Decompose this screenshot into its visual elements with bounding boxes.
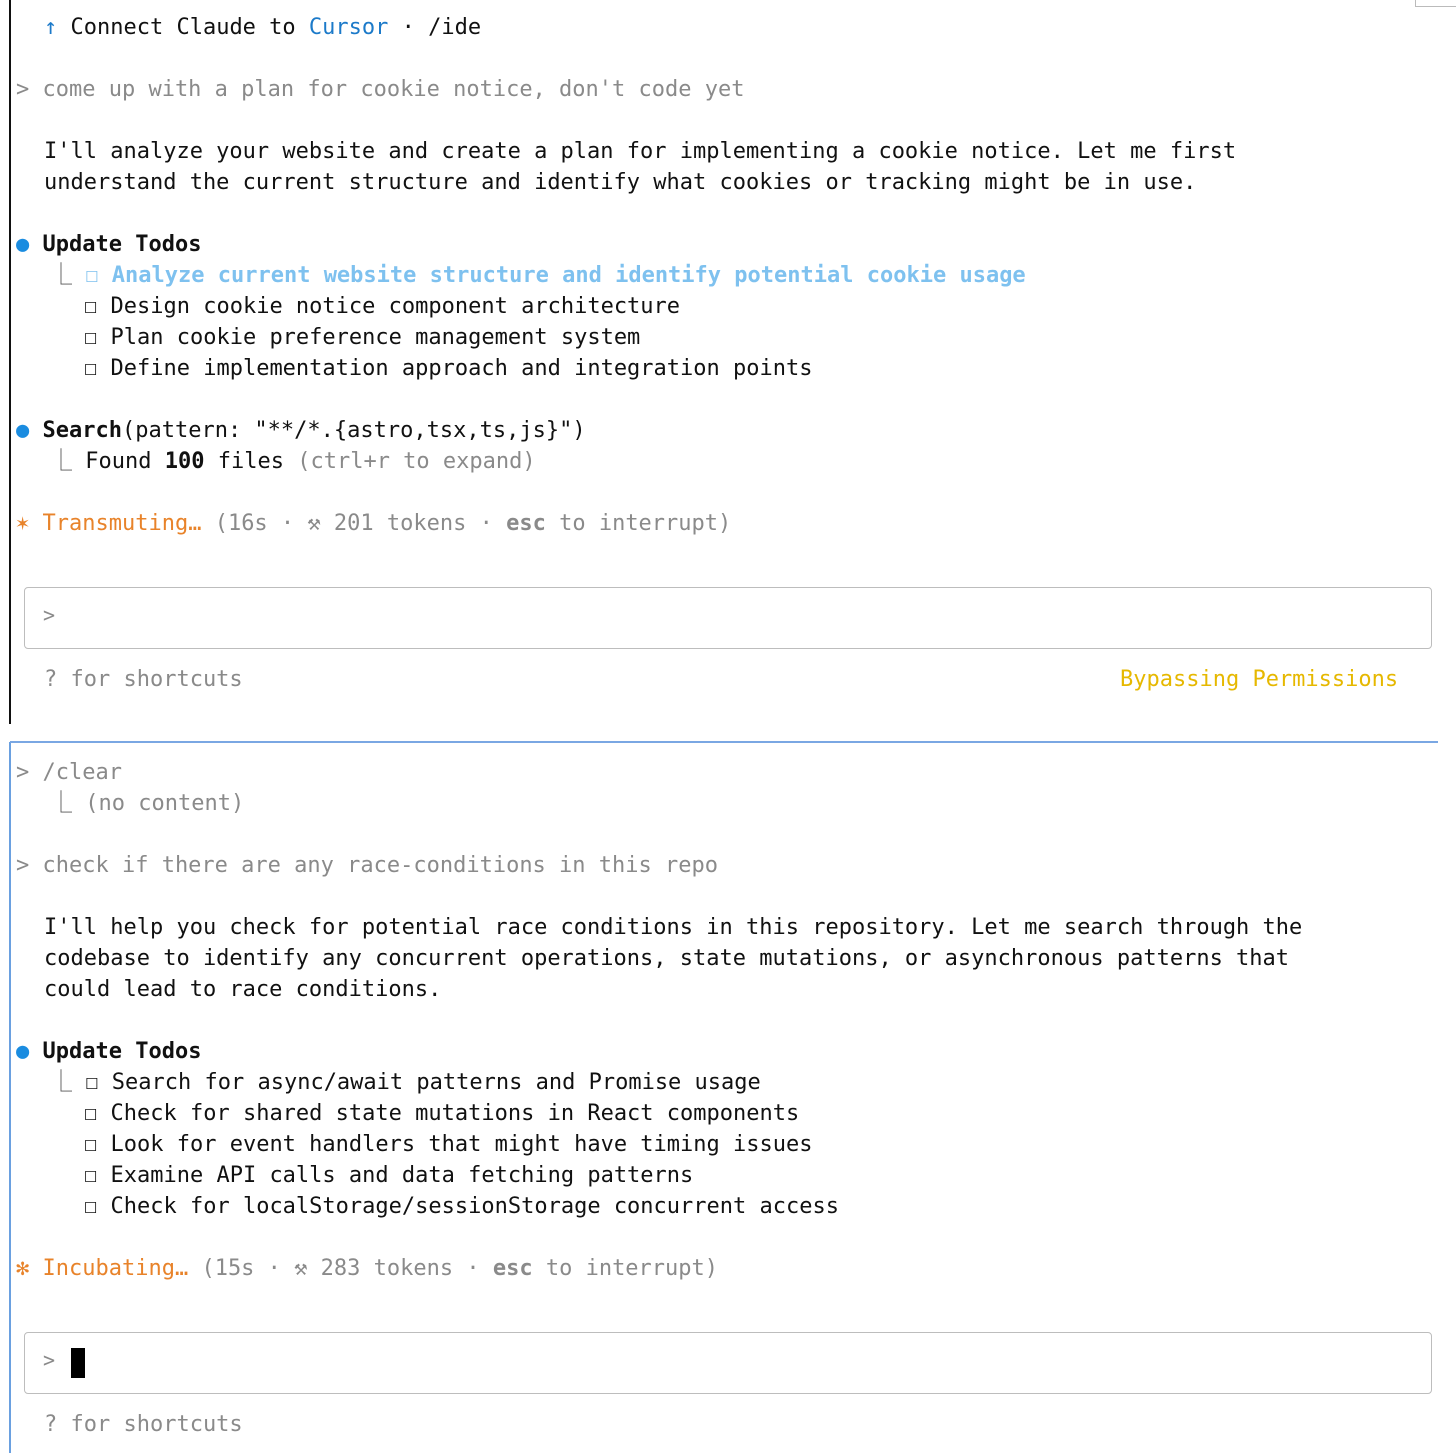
tree-branch-icon: ⎿ bbox=[50, 1070, 73, 1095]
spinner-icon: ✻ bbox=[16, 1256, 30, 1281]
prompt-input-box[interactable] bbox=[24, 1332, 1432, 1394]
todo-label: Plan cookie preference management system bbox=[110, 325, 641, 350]
assistant-response-line: understand the current structure and identify what cookies or tracking might be in use. bbox=[44, 170, 1197, 195]
todo-label: Check for shared state mutations in React components bbox=[110, 1101, 800, 1126]
expand-hint: (ctrl+r to expand) bbox=[297, 449, 536, 474]
todo-item bbox=[50, 1067, 761, 1098]
todo-label: Design cookie notice component architecture bbox=[110, 294, 681, 319]
tree-branch-icon: ⎿ bbox=[50, 263, 73, 288]
checkbox-icon: ☐ bbox=[84, 294, 98, 319]
spinner-icon: ✶ bbox=[16, 511, 30, 536]
checkbox-icon: ☐ bbox=[84, 1194, 98, 1219]
todo-item bbox=[84, 1160, 693, 1191]
cursor-link[interactable]: Cursor bbox=[308, 15, 389, 40]
todo-label: Look for event handlers that might have timing issues bbox=[110, 1132, 813, 1157]
status-line: ✶ Transmuting… (16s · ⚒ 201 tokens · esc to interrupt) bbox=[16, 511, 732, 536]
checkbox-icon: ☐ bbox=[84, 1101, 98, 1126]
bullet-icon: ● bbox=[16, 232, 30, 257]
shortcuts-hint: ? for shortcuts bbox=[44, 1412, 243, 1437]
status-line: ✻ Incubating… (15s · ⚒ 283 tokens · esc to interrupt) bbox=[16, 1256, 719, 1281]
todo-item bbox=[84, 322, 640, 353]
status-word: Transmuting… bbox=[42, 511, 202, 536]
clear-result: ⎿ (no content) bbox=[50, 791, 245, 816]
todo-item bbox=[84, 1098, 799, 1129]
user-prompt: > check if there are any race-conditions in this repo bbox=[16, 853, 718, 878]
todo-item bbox=[84, 1129, 813, 1160]
text-cursor bbox=[71, 1348, 85, 1378]
shortcuts-hint: ? for shortcuts bbox=[44, 667, 243, 692]
assistant-response-line: codebase to identify any concurrent operations, state mutations, or asynchronous patterns that bbox=[44, 946, 1290, 971]
checkbox-icon: ☐ bbox=[84, 1163, 98, 1188]
todo-block-header bbox=[16, 229, 201, 260]
todo-label: Search for async/await patterns and Promise usage bbox=[111, 1070, 761, 1095]
prompt-caret: > bbox=[43, 603, 56, 627]
todos-title: Update Todos bbox=[42, 232, 202, 257]
tree-branch-icon: ⎿ bbox=[50, 449, 73, 474]
tool-args: (pattern: "**/*.{astro,tsx,ts,js}") bbox=[121, 418, 586, 443]
assistant-response-line: could lead to race conditions. bbox=[44, 977, 442, 1002]
todo-label: Define implementation approach and integration points bbox=[110, 356, 813, 381]
todos-title: Update Todos bbox=[42, 1039, 202, 1064]
esc-key: esc bbox=[492, 1256, 533, 1281]
status-word: Incubating… bbox=[42, 1256, 189, 1281]
todo-item bbox=[84, 353, 813, 384]
up-arrow-icon: ↑ bbox=[44, 15, 58, 40]
checkbox-icon: ☐ bbox=[85, 263, 99, 288]
tool-result[interactable]: ⎿ Found 100 files (ctrl+r to expand) bbox=[50, 449, 536, 474]
assistant-response-line: I'll help you check for potential race conditions in this repository. Let me search through the bbox=[44, 915, 1303, 940]
esc-key: esc bbox=[506, 511, 546, 536]
assistant-response-line: I'll analyze your website and create a plan for implementing a cookie notice. Let me first bbox=[44, 139, 1237, 164]
todo-item bbox=[84, 1191, 839, 1222]
todo-block-header bbox=[16, 1036, 201, 1067]
tool-call-search bbox=[16, 415, 586, 446]
tree-branch-icon: ⎿ bbox=[50, 791, 73, 816]
bullet-icon: ● bbox=[16, 418, 30, 443]
checkbox-icon: ☐ bbox=[85, 1070, 99, 1095]
terminal-pane-top[interactable] bbox=[0, 0, 1456, 724]
terminal-pane-bottom[interactable] bbox=[0, 742, 1456, 1453]
checkbox-icon: ☐ bbox=[84, 325, 98, 350]
result-count: 100 bbox=[164, 449, 205, 474]
bullet-icon: ● bbox=[16, 1039, 30, 1064]
checkbox-icon: ☐ bbox=[84, 1132, 98, 1157]
todo-label: Check for localStorage/sessionStorage concurrent access bbox=[110, 1194, 839, 1219]
todo-item bbox=[50, 260, 1026, 291]
user-prompt: > come up with a plan for cookie notice, don't code yet bbox=[16, 77, 745, 102]
tool-name: Search bbox=[42, 418, 122, 443]
ide-connect-hint[interactable]: ↑ Connect Claude to Cursor · /ide bbox=[44, 15, 482, 40]
clear-command: > /clear bbox=[16, 760, 122, 785]
todo-label: Examine API calls and data fetching patterns bbox=[110, 1163, 694, 1188]
todo-item bbox=[84, 291, 680, 322]
prompt-input-box[interactable] bbox=[24, 587, 1432, 649]
checkbox-icon: ☐ bbox=[84, 356, 98, 381]
todo-label-active: Analyze current website structure and identify potential cookie usage bbox=[111, 263, 1026, 288]
prompt-caret: > bbox=[43, 1348, 56, 1372]
permission-mode-label: Bypassing Permissions bbox=[1120, 667, 1399, 692]
